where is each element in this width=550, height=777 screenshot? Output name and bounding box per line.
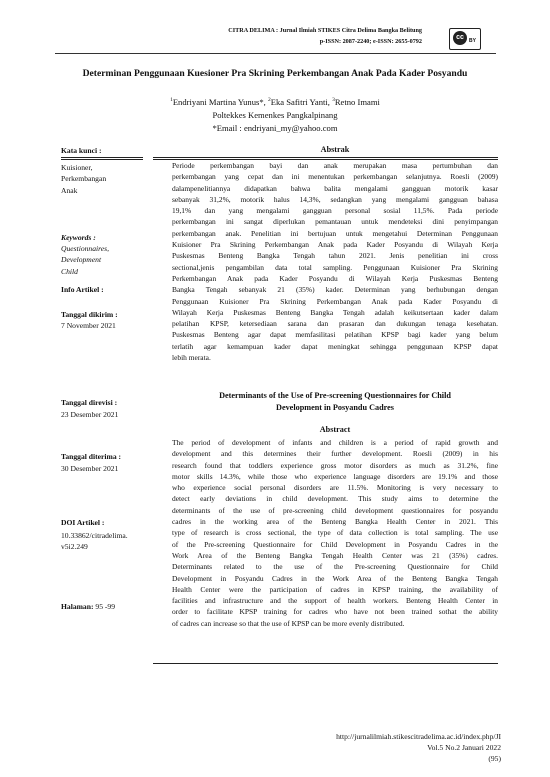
- text-line: cadres in the working area of the Benteng Bangka Health Center in 2021. This: [172, 517, 498, 527]
- sidebar-rule-2: [61, 159, 143, 160]
- kata-kunci-label: Kata kunci :: [61, 146, 102, 155]
- footer-block: [336, 731, 501, 764]
- volume-info: Vol.5 No.2 Januari 2022: [427, 743, 501, 752]
- text-line: Periode perkembangan bayi dan anak merupakan masa pertumbuhan dan: [172, 161, 498, 170]
- doi-label: DOI Artikel :: [61, 518, 105, 527]
- journal-url[interactable]: http://jurnalilmiah.stikescitradelima.ac.id/index.php/JI: [336, 732, 501, 741]
- abstract-body: [172, 437, 498, 629]
- text-line: facilities and infrastructure and the support of health workers. Benteng Health Center in: [172, 596, 498, 606]
- abstrak-body: [172, 160, 498, 363]
- diterima-value: 30 Desember 2021: [61, 464, 119, 473]
- english-title: Determinants of the Use of Pre-screening Questionnaires for Child Development in Posyandu Cadres: [219, 391, 451, 412]
- text-line: detect early deviations in child development. This study aims to determine the: [172, 494, 498, 504]
- abstract-rule: [153, 157, 498, 158]
- page-number: (95): [488, 754, 501, 763]
- text-line: perkembangan yang cepat dan ini menentukan perkembangan selanjutnya. Roesli (2009): [172, 172, 498, 182]
- abstract-heading: Abstract: [319, 425, 351, 434]
- header-divider: [55, 53, 496, 54]
- abstrak-heading: Abstrak: [320, 145, 350, 154]
- doi-value[interactable]: 10.33862/citradelima. v5i2.249: [61, 531, 128, 552]
- text-line: Perkembangan Anak pada Kader Posyandu di Wilayah Kerja Puskesmas Benteng: [172, 273, 498, 283]
- text-line: sectional,jenis pengambilan data total sampling. Penggunaan Kuisioner Pra Skrining: [172, 262, 498, 272]
- text-line: 19,1% dan yang mengalami gangguan personal sosial 11,5%. Pada periode: [172, 206, 498, 216]
- direvisi-value: 23 Desember 2021: [61, 410, 119, 419]
- text-line: Bangka Tengah sebanyak 21 (35%) kader. Determinan yang berhubungan dengan: [172, 285, 498, 295]
- dikirim-value: 7 November 2021: [61, 321, 116, 330]
- text-line: development and this determines their further development. Roesli (2009) in his: [172, 449, 498, 459]
- text-line: research found that toddlers experience gross motor disorders as much as 31.2%, fine: [172, 460, 498, 470]
- text-line: Puskesmas Benteng Bangka Tengah tahun 2021. Jenis penelitian ini cross: [172, 251, 498, 261]
- cc-by-icon: [449, 28, 481, 50]
- text-line: type of research is cross sectional, the type of data collection is total sampling. The use: [172, 528, 498, 538]
- article-title: Determinan Penggunaan Kuesioner Pra Skrining Perkembangan Anak Pada Kader Posyandu: [82, 68, 468, 79]
- text-line: terlatih agar kemampuan kader dapat meningkat sehingga penggunaan KPSP dapat: [172, 341, 498, 351]
- text-line: of the Pre-screening Questionnaire for Child Development in Posyandu Cadres in the: [172, 539, 498, 549]
- kata-kunci-list: Kuisioner, Perkembangan Anak: [61, 163, 107, 195]
- text-line: sebanyak 31,2%, motorik halus 14,3%, sedangkan yang mengalami gangguan bahasa: [172, 194, 498, 204]
- sidebar-rule: [61, 157, 143, 158]
- text-line: Determinants related to the use of the Pre-screening Questionnaire for Child: [172, 562, 498, 572]
- affiliation: Poltekkes Kemenkes Pangkalpinang: [212, 109, 338, 120]
- text-line: determinants of the use of pre-screening child development questionnaires for posyandu: [172, 505, 498, 515]
- keywords-label: Keywords :: [61, 233, 96, 242]
- info-artikel-label: Info Artikel :: [61, 285, 104, 294]
- text-line: perkembangan anak. Penelitian ini bertujuan untuk mengetahui Determinan Penggunaan: [172, 228, 498, 238]
- text-line: pelatihan KPSP, ketersediaan sarana dan prasaran dan dukungan tenaga kesehatan.: [172, 319, 498, 329]
- text-line: lebih merata.: [172, 353, 211, 363]
- text-line: Kuisioner Pra Skrining Perkembangan Anak pada Kader Posyandu di Wilayah Kerja: [172, 240, 498, 250]
- journal-name: CITRA DELIMA : Jurnal Ilmiah STIKES Citra Delima Bangka Belitung: [228, 27, 422, 34]
- by-label: BY: [469, 38, 476, 44]
- authors-line: $^1$Endriyani Martina Yunus*, $^2$Eka Safitri Yanti, $^3$Retno Imami: [170, 96, 380, 107]
- text-line: The period of development of infants and children is a period of rapid growth and: [172, 438, 498, 447]
- text-line: who experience social personal disorders are 11.5%. Monitoring is very necessary to: [172, 483, 498, 493]
- direvisi-label: Tanggal direvisi :: [61, 398, 118, 407]
- issn-line: p-ISSN: 2087-2240; e-ISSN: 2655-0792: [319, 38, 422, 45]
- text-line: of cadres can increase so that the use of KPSP can be more evenly distributed.: [172, 618, 405, 628]
- text-line: order to facilitate KPSP training for cadres who have not been trained sothat the ability: [172, 607, 498, 617]
- text-line: motor skills 14.3%, while those who experience language disorders are 19.1% and those: [172, 471, 498, 481]
- text-line: Penggunaan Kuisioner Pra Skrining Perkembangan Anak pada Kader Posyandu di: [172, 296, 498, 306]
- text-line: Wilayah Kerja Puskesmas Benteng Bangka Tengah adalah keikutsertaan kader dalam: [172, 307, 498, 317]
- author-block: [20, 94, 530, 135]
- halaman: Halaman: 95 -99: [61, 602, 116, 611]
- keywords-list: Questionnaires, Development Child: [61, 244, 110, 276]
- text-line: Development in Posyandu Cadres in the Work Area of the Benteng Bangka Tengah: [172, 573, 498, 583]
- text-line: Work Area of the Benteng Bangka Tengah Health Center was 21 (35%) cadres.: [172, 550, 498, 560]
- text-line: perkembangan ini sangat diperlukan pemantauan untuk mendeteksi dini penyimpangan: [172, 217, 498, 227]
- author-email: *Email : endriyani_my@yahoo.com: [212, 122, 338, 133]
- cc-circle-icon: cc: [453, 31, 467, 45]
- dikirim-label: Tanggal dikirim :: [61, 310, 118, 319]
- text-line: Puskesmas Benteng agar dapat memfasilitasi pelatihan KPSP bagi kader yang belum: [172, 330, 498, 340]
- abstract-bottom-rule: [153, 663, 498, 664]
- text-line: dalampenelitiannya didapatkan bahwa balita mengalami gangguan motorik kasar: [172, 183, 498, 193]
- text-line: Health Center were the participation of cadres in KPSP training, the availability of: [172, 584, 498, 594]
- diterima-label: Tanggal diterima :: [61, 452, 122, 461]
